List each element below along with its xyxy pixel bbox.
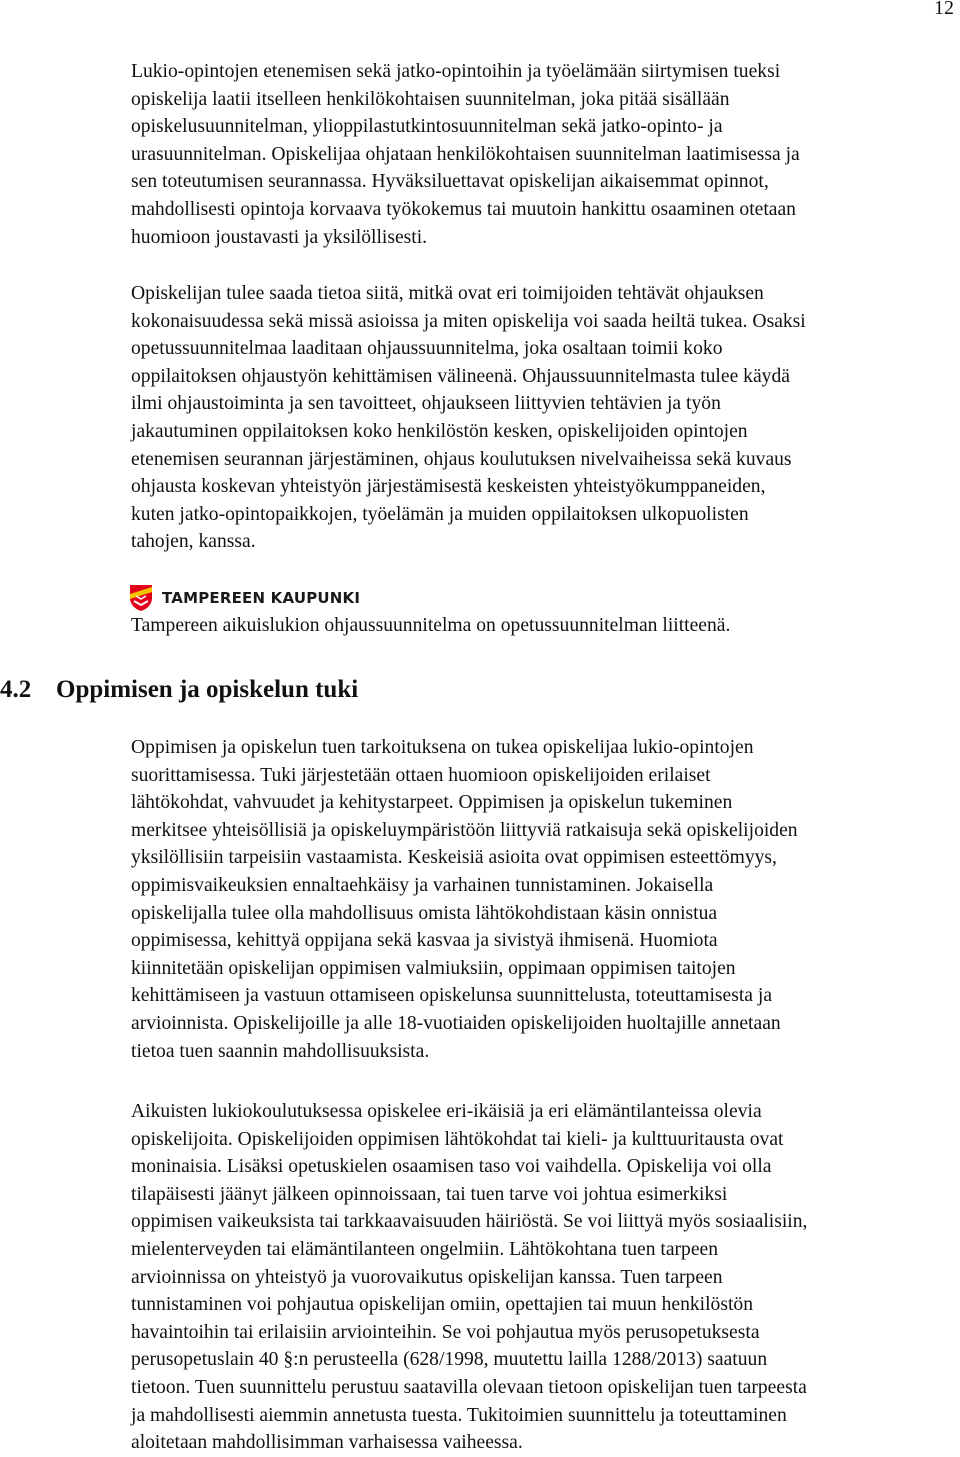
text-line: oppimisen vaikeuksista tai tarkkaavaisuuden häiriöstä. Se voi liittyä myös sosiaalisiin, [131,1211,808,1233]
text-line: kehittämiseen ja vastuun ottamiseen opiskelunsa suunnittelusta, toteuttamisesta ja [131,985,773,1007]
paragraph-adult-education [131,1098,807,1457]
text-line: tahojen, kanssa. [131,531,256,553]
text-line: kokonaisuudessa sekä missä asioissa ja miten opiskelija voi saada heiltä tukea. Osaksi [131,310,806,332]
text-line: urasuunnitelman. Opiskelijaa ohjataan henkilökohtaisen suunnitelman laatimisessa ja [131,143,800,165]
text-line: oppilaitoksen ohjaustyön kehittämisen välineenä. Ohjaussuunnitelmasta tulee käydä [131,365,790,387]
text-line: jakautuminen oppilaitoksen koko henkilöstön kesken, opiskelijoiden opintojen [131,420,748,442]
text-line: Opiskelijan tulee saada tietoa siitä, mitkä ovat eri toimijoiden tehtävät ohjauksen [131,283,764,304]
text-line: arvioinnissa on yhteistyö ja vuorovaikutus opiskelijan kanssa. Tuen tarpeen [131,1266,723,1288]
text-line: moninaisia. Lisäksi opetuskielen osaamisen taso voi vaihdella. Opiskelija voi olla [131,1156,772,1178]
text-line: opiskelijalla tulee olla mahdollisuus omista lähtökohdistaan käsin onnistua [131,902,718,924]
text-line: kiinnitetään opiskelijan oppimisen valmiuksiin, oppimaan oppimisen taitojen [131,957,736,979]
text-line: merkitsee yhteisöllisiä ja opiskeluympäristöön liittyviä ratkaisuja sekä opiskelijoiden [131,819,798,841]
section-heading [0,674,358,706]
text-line: opiskelijoita. Opiskelijoiden oppimisen lähtökohdat tai kieli- ja kulttuuritausta ovat [131,1128,784,1150]
text-line: tietoa tuen saannin mahdollisuuksista. [131,1040,430,1062]
text-line: ohjausta koskevan yhteistyön järjestämisestä keskeisten yhteistyökumppaneiden, [131,476,766,498]
text-line: ja mahdollisesti aiemmin annetusta tuesta. Tukitoimien suunnittelu ja toteuttaminen [131,1404,787,1426]
logo-wordmark: TAMPEREEN KAUPUNKI [162,589,361,607]
tampere-coat-of-arms-icon [129,584,153,612]
text-line: havaintoihin tai erilaisiin arviointeihin. Se voi pohjautua myös perusopetuksesta [131,1321,760,1343]
text-line: ilmi ohjaustoiminta ja sen tavoitteet, ohjaukseen liittyvien tehtävien ja työn [131,393,721,415]
guidance-plan-note [131,612,730,640]
text-line: etenemisen seurannan järjestäminen, ohjaus koulutuksen nivelvaiheissa sekä kuvaus [131,448,792,470]
text-line: opiskelusuunnitelman, ylioppilastutkintosuunnitelman sekä jatko-opinto- ja [131,116,723,138]
text-line: kuten jatko-opintopaikkojen, työelämän ja muiden oppilaitoksen ulkopuolisten [131,503,749,525]
text-line: opiskelija laatii itselleen henkilökohtaisen suunnitelman, joka pitää sisällään [131,88,730,110]
text-line: perusopetuslain 40 §:n perusteella (628/1998, muutettu lailla 1288/2013) saatuun [131,1349,768,1371]
section-title: Oppimisen ja opiskelun tuki [56,676,359,703]
text-line: Tampereen aikuislukion ohjaussuunnitelma on opetussuunnitelman liitteenä. [131,615,731,636]
paragraph-guidance-plan [131,280,806,556]
text-line: arvioinnista. Opiskelijoille ja alle 18-vuotiaiden opiskelijoiden huoltajille annetaan [131,1012,781,1034]
text-line: sen toteutumisen seurannassa. Hyväksiluettavat opiskelijan aikaisemmat opinnot, [131,171,769,193]
text-line: mahdollisesti opintoja korvaava työkokemus tai muutoin hankittu osaaminen otetaan [131,198,796,220]
page-number: 12 [934,0,954,19]
text-line: opetussuunnitelmaa laaditaan ohjaussuunnitelma, joka osaltaan toimii koko [131,338,723,360]
text-line: lähtökohdat, vahvuudet ja kehitystarpeet. Oppimisen ja opiskelun tukeminen [131,792,733,814]
tampere-city-logo [129,584,360,612]
section-number: 4.2 [0,676,32,703]
text-line: suorittamisessa. Tuki järjestetään ottaen huomioon opiskelijoiden erilaiset [131,764,711,786]
text-line: oppimisvaikeuksien ennaltaehkäisy ja varhainen tunnistaminen. Jokaisella [131,874,714,896]
text-line: oppimisessa, kehittyä oppijana sekä kasvaa ja sivistyä ihmisenä. Huomiota [131,930,718,952]
text-line: tunnistaminen voi pohjautua opiskelijan omiin, opettajien tai muun henkilöstön [131,1294,754,1316]
paragraph-learning-support [131,734,798,1065]
text-line: yksilöllisiin tarpeisiin vastaamista. Keskeisiä asioita ovat oppimisen esteettömyys, [131,847,777,869]
text-line: Lukio-opintojen etenemisen sekä jatko-opintoihin ja työelämään siirtymisen tueksi [131,61,781,82]
text-line: Oppimisen ja opiskelun tuen tarkoituksena on tukea opiskelijaa lukio-opintojen [131,737,754,758]
text-line: aloitetaan mahdollisimman varhaisessa vaiheessa. [131,1432,523,1454]
text-line: tietoon. Tuen suunnittelu perustuu saatavilla olevaan tietoon opiskelijan tuen tarpeesta [131,1376,807,1398]
text-line: huomioon joustavasti ja yksilöllisesti. [131,226,428,248]
text-line: tilapäisesti jäänyt jälkeen opinnoissaan, tai tuen tarve voi johtua esimerkiksi [131,1183,728,1205]
paragraph-personal-plan [131,58,800,251]
text-line: mielenterveyden tai elämäntilanteen ongelmiin. Lähtökohtana tuen tarpeen [131,1238,719,1260]
text-line: Aikuisten lukiokoulutuksessa opiskelee eri-ikäisiä ja eri elämäntilanteissa olevia [131,1101,762,1122]
